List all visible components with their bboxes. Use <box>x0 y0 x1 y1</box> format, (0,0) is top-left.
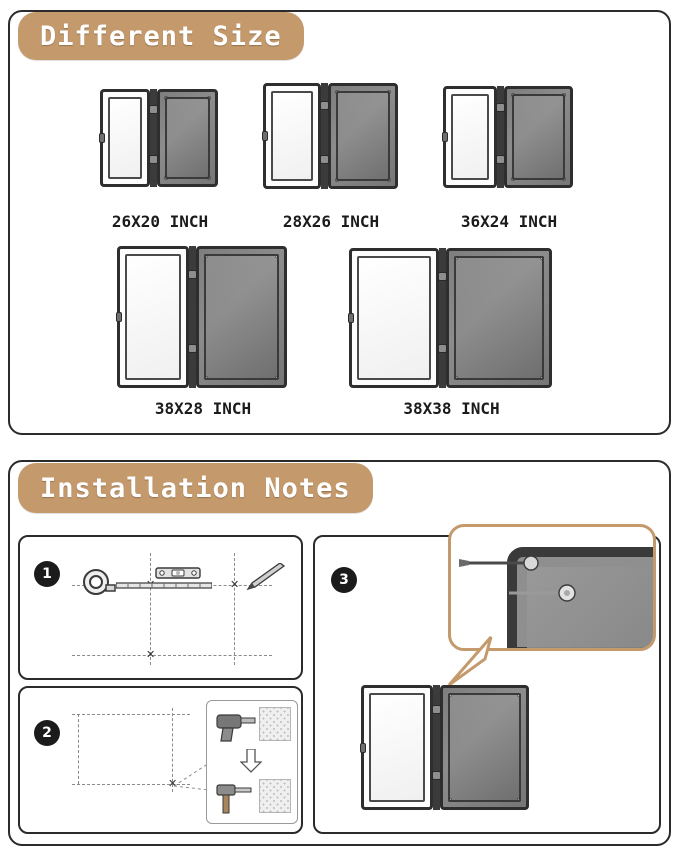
spirit-level-icon <box>155 565 201 581</box>
board-right-leaf <box>157 89 218 187</box>
board-right-leaf <box>196 246 287 388</box>
board-hinge <box>433 685 440 810</box>
mark-point: ✕ <box>168 777 178 790</box>
arrow-down-icon <box>240 749 262 773</box>
step-3-number: 3 <box>339 572 349 588</box>
wall-surface <box>259 707 291 741</box>
layout-guide-vertical <box>78 714 79 784</box>
board-hinge <box>497 86 504 188</box>
callout-tail <box>435 633 495 693</box>
screw-icon <box>459 551 545 575</box>
step-2-badge <box>34 720 60 746</box>
different-size-title <box>18 12 304 60</box>
step-3-badge <box>331 567 357 593</box>
board-left-leaf <box>361 685 433 810</box>
step-2-number: 2 <box>42 725 52 741</box>
mark-point: ✕ <box>146 648 156 661</box>
size-label-36x24: 36X24 INCH <box>460 212 558 231</box>
board-lock-icon <box>360 743 366 753</box>
installation-notes-title <box>18 463 373 513</box>
board-lock-icon <box>116 312 122 322</box>
board-figure-38x38 <box>349 248 552 388</box>
size-label-26x20: 26X20 INCH <box>111 212 209 231</box>
board-figure-28x26 <box>263 83 398 189</box>
board-left-leaf <box>100 89 150 187</box>
drill-icon <box>213 709 261 745</box>
board-left-leaf <box>117 246 189 388</box>
board-left-leaf <box>349 248 439 388</box>
board-right-leaf <box>328 83 398 189</box>
board-figure-36x24 <box>443 86 573 188</box>
board-left-leaf <box>263 83 321 189</box>
board-hinge <box>150 89 157 187</box>
size-label-38x38: 38X38 INCH <box>403 399 500 418</box>
board-hinge <box>321 83 328 189</box>
step-1-badge <box>34 561 60 587</box>
different-size-title-text: Different Size <box>40 20 282 52</box>
corner-detail-callout <box>448 524 656 651</box>
board-figure-26x20 <box>100 89 218 187</box>
board-lock-icon <box>348 313 354 323</box>
board-lock-icon <box>99 133 105 143</box>
board-lock-icon <box>262 131 268 141</box>
screw-icon <box>507 581 587 605</box>
hammer-icon <box>213 777 257 817</box>
layout-guide-vertical <box>234 553 235 665</box>
board-hinge <box>189 246 196 388</box>
installation-step-1 <box>18 535 303 680</box>
board-right-leaf <box>440 685 529 810</box>
board-figure-38x28 <box>117 246 287 388</box>
size-label-28x26: 28X26 INCH <box>282 212 380 231</box>
board-corner-texture <box>527 567 656 651</box>
installation-step-2 <box>18 686 303 834</box>
drill-hammer-inset <box>206 700 298 824</box>
installed-board-figure <box>361 685 529 810</box>
layout-guide-horizontal <box>72 655 272 656</box>
board-left-leaf <box>443 86 497 188</box>
mark-point: ✕ <box>230 578 240 591</box>
installation-step-3 <box>313 535 661 834</box>
board-hinge <box>439 248 446 388</box>
board-right-leaf <box>504 86 573 188</box>
pencil-icon <box>246 563 288 593</box>
tape-measure-icon <box>82 567 116 597</box>
installation-notes-title-text: Installation Notes <box>40 472 351 504</box>
board-right-leaf <box>446 248 552 388</box>
size-label-38x28: 38X28 INCH <box>154 399 252 418</box>
step-1-number: 1 <box>42 566 52 582</box>
board-lock-icon <box>442 132 448 142</box>
wall-surface <box>259 779 291 813</box>
